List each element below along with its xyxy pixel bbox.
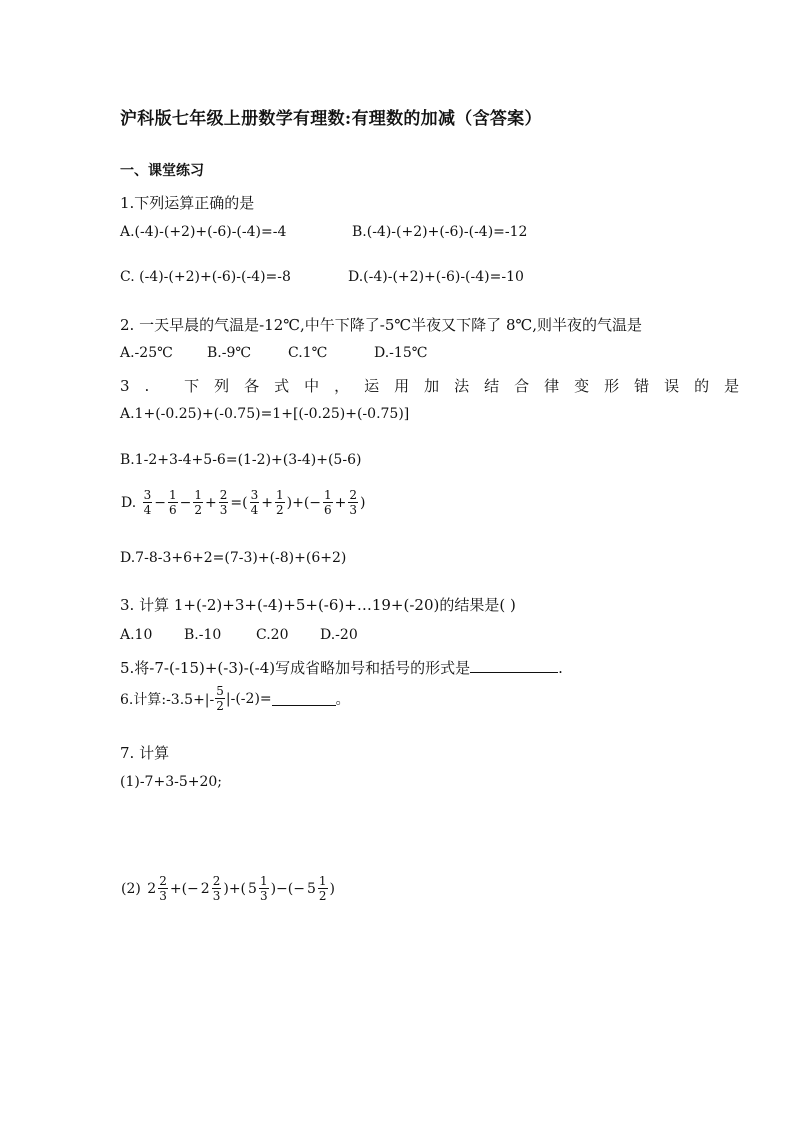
question-1-option-b: B.(-4)-(+2)+(-6)-(-4)=-12 — [352, 224, 528, 240]
question-4-option-d: D.-20 — [320, 627, 358, 643]
fraction: 2 3 — [212, 874, 221, 903]
question-1-option-d: D.(-4)-(+2)+(-6)-(-4)=-10 — [348, 269, 524, 285]
fraction: 2 3 — [159, 874, 167, 903]
fraction: 5 2 — [216, 684, 224, 713]
question-3-option-b: B.1-2+3-4+5-6=(1-2)+(3-4)+(5-6) — [120, 452, 362, 468]
question-3-option-d: D.7-8-3+6+2=(7-3)+(-8)+(6+2) — [120, 550, 347, 566]
answer-blank[interactable] — [470, 658, 558, 673]
question-5-stem: 5.将-7-(-15)+(-3)-(-4)写成省略加号和括号的形式是 — [120, 659, 471, 677]
question-3-option-c: D. 3 4 − $\frac{1}{6}$ − $\frac{1}{2}$ + $\frac{2}{3}$ =( 3 4 + $\frac{1}{2}$ )+(− $\frac{1}{6}$ + $\frac{2}{3}$ ) — [121, 488, 366, 517]
question-3-option-a: A.1+(-0.25)+(-0.75)=1+[(-0.25)+(-0.75)] — [120, 406, 410, 422]
question-7-part-2: (2) 2 2 3 +(− 2 2 3 )+( 5 1 3 )−(− 5 1 2 ) — [121, 874, 335, 903]
question-7-part-1: (1)-7+3-5+20; — [120, 774, 223, 790]
question-6: 6.计算:-3.5+|- 5 2 |-(-2)= 。 — [120, 684, 350, 713]
fraction: 3 4 — [250, 488, 259, 517]
question-6-prefix: 6.计算:-3.5+|- — [120, 691, 215, 708]
fraction: $\frac{1}{6}$ — [169, 488, 177, 517]
question-1-option-c: C. (-4)-(+2)+(-6)-(-4)=-8 — [120, 269, 291, 285]
question-4-stem: 3. 计算 1+(-2)+3+(-4)+5+(-6)+…19+(-20)的结果是( ) — [120, 596, 516, 614]
section-heading: 一、课堂练习 — [120, 163, 204, 179]
question-2-stem: 2. 一天早晨的气温是-12℃,中午下降了-5℃半夜又下降了 8℃,则半夜的气温是 — [120, 316, 643, 334]
fraction: 1 3 — [259, 874, 268, 903]
question-7-stem: 7. 计算 — [120, 744, 170, 762]
question-2-option-c: C.1℃ — [288, 345, 328, 361]
question-3-stem: 3. 下列各式中，运用加法结合律变形错误的是 — [120, 377, 755, 395]
fraction: $\frac{2}{3}$ — [349, 488, 358, 517]
document-title: 沪科版七年级上册数学有理数:有理数的加减（含答案） — [120, 109, 542, 129]
question-5: 5.将-7-(-15)+(-3)-(-4)写成省略加号和括号的形式是 . — [120, 659, 563, 677]
answer-blank[interactable] — [272, 691, 336, 706]
fraction: $\frac{1}{2}$ — [194, 488, 203, 517]
fraction: $\frac{2}{3}$ — [219, 488, 228, 517]
question-4-option-a: A.10 — [120, 627, 153, 643]
option-label: D. — [121, 494, 137, 511]
question-1-stem: 1.下列运算正确的是 — [120, 194, 255, 212]
question-4-option-b: B.-10 — [184, 627, 222, 643]
fraction: $\frac{1}{6}$ — [324, 488, 332, 517]
question-2-option-a: A.-25℃ — [120, 345, 173, 361]
question-2-option-d: D.-15℃ — [374, 345, 428, 361]
question-2-option-b: B.-9℃ — [207, 345, 252, 361]
question-1-option-a: A.(-4)-(+2)+(-6)-(-4)=-4 — [120, 224, 287, 240]
question-4-option-c: C.20 — [256, 627, 289, 643]
fraction: 3 4 — [143, 488, 152, 517]
fraction: $\frac{1}{2}$ — [275, 488, 284, 517]
fraction: 1 2 — [318, 874, 327, 903]
